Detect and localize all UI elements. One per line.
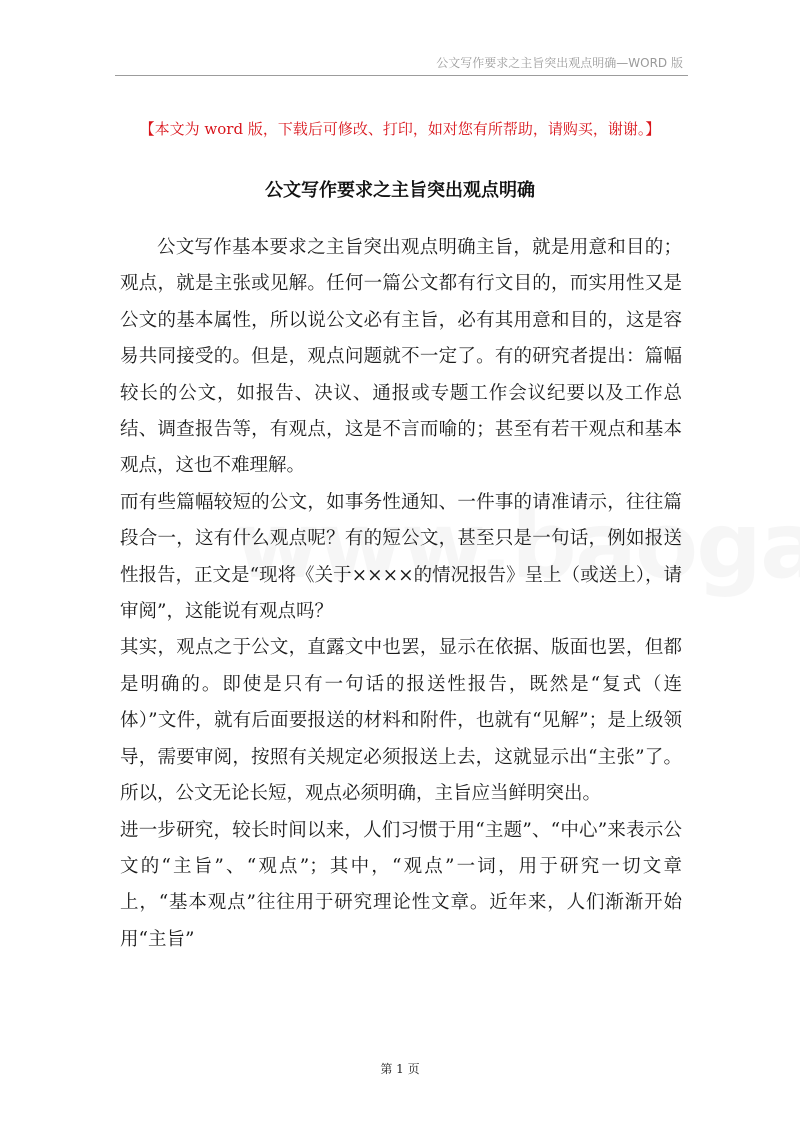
header-divider: [115, 75, 688, 76]
running-header: 公文写作要求之主旨突出观点明确—WORD 版: [436, 56, 683, 70]
body-paragraph-1: 公文写作基本要求之主旨突出观点明确主旨，就是用意和目的；观点，就是主张或见解。任何一篇公文都有行文目的，而实用性又是公文的基本属性，所以说公文必有主旨，必有其用意和目的，这是容易共同接受的。但是，观点问题就不一定了。有的研究者提出：篇幅较长的公文，如报告、决议、通报或专题工作会议纪要以及工作总结、调查报告等，有观点，这是不言而喻的；甚至有若干观点和基本观点，这也不难理解。: [120, 237, 682, 477]
body-paragraph-4: 进一步研究，较长时间以来，人们习惯于用“主题”、“中心”来表示公文的“主旨”、“观点”；其中，“观点”一词，用于研究一切文章上，“基本观点”往往用于研究理论性文章。近年来，人们渐渐开始用“主旨”: [120, 819, 682, 950]
document-title: 公文写作要求之主旨突出观点明确: [265, 180, 535, 201]
body-paragraph-2: 而有些篇幅较短的公文，如事务性通知、一件事的请准请示，往往篇段合一，这有什么观点呢？有的短公文，甚至只是一句话，例如报送性报告，正文是“现将《关于××××的情况报告》呈上（或送上），请审阅”，这能说有观点吗？: [120, 491, 682, 623]
download-notice: 【本文为 word 版，下载后可修改、打印，如对您有所帮助，请购买，谢谢。】: [139, 120, 661, 138]
page-number: 第 1 页: [380, 1062, 420, 1076]
body-paragraph-3: 其实，观点之于公文，直露文中也罢，显示在依据、版面也罢，但都是明确的。即使是只有一句话的报送性报告，既然是“复式（连体）”文件，就有后面要报送的材料和附件，也就有“见解”；是上级领导，需要审阅，按照有关规定必须报送上去，这就显示出“主张”了。所以，公文无论长短，观点必须明确，主旨应当鲜明突出。: [120, 637, 682, 805]
document-body: [120, 230, 682, 958]
